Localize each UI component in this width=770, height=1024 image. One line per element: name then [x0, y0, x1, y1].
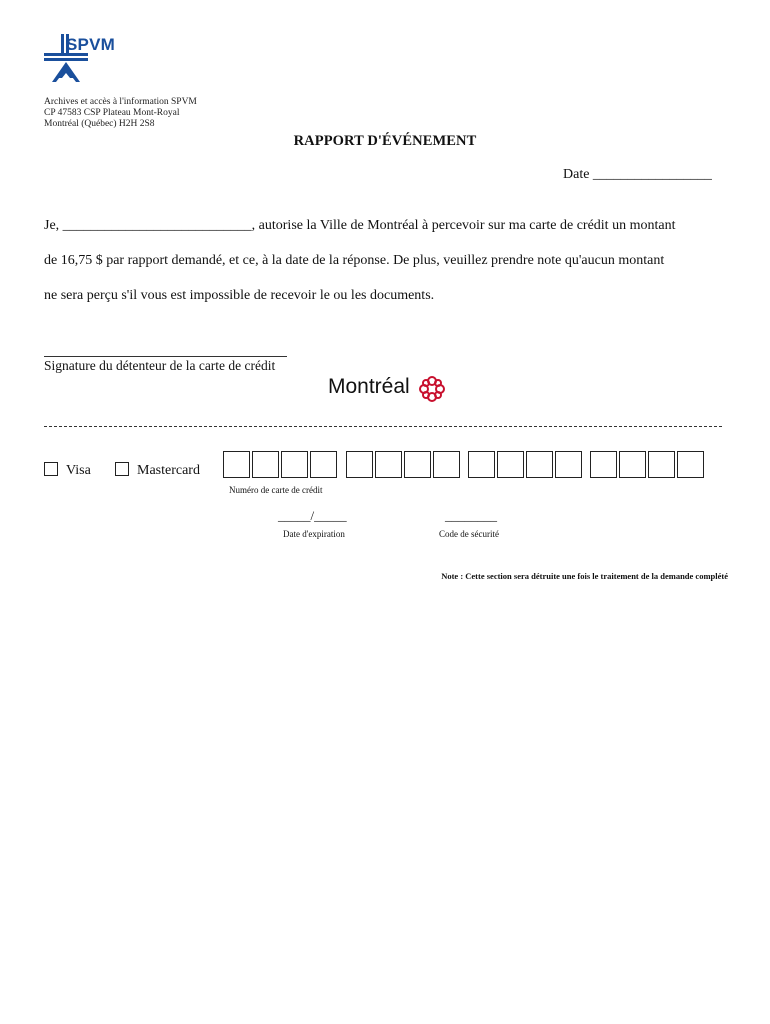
mastercard-checkbox[interactable] [115, 462, 129, 476]
spvm-logo [44, 34, 134, 84]
paragraph-line: de 16,75 $ par rapport demandé, et ce, à la date de la réponse. De plus, veuillez prendre note qu'aucun montant [44, 253, 665, 268]
card-number-label: Numéro de carte de crédit [229, 485, 323, 495]
card-digit-box[interactable] [281, 451, 308, 478]
address-line: CP 47583 CSP Plateau Mont-Royal [44, 108, 180, 118]
card-digit-box[interactable] [648, 451, 675, 478]
spvm-logo-text: SPVM [66, 35, 115, 54]
card-digit-box[interactable] [555, 451, 582, 478]
date-field: Date _________________ [563, 167, 712, 182]
paragraph-line: Je, ___________________________, autorise la Ville de Montréal à percevoir sur ma carte de crédit un montant [44, 218, 676, 233]
card-digit-box[interactable] [677, 451, 704, 478]
document-title: RAPPORT D'ÉVÉNEMENT [293, 133, 477, 149]
montreal-logo [328, 375, 410, 405]
card-digit-box[interactable] [468, 451, 495, 478]
expiration-label: Date d'expiration [283, 529, 345, 539]
authorization-paragraph [44, 218, 734, 323]
card-digit-box[interactable] [375, 451, 402, 478]
signature-line[interactable] [44, 356, 287, 357]
expiration-field[interactable]: _____/_____ [278, 508, 347, 523]
montreal-logo-text: Montréal [328, 375, 410, 398]
visa-label: Visa [66, 463, 91, 478]
card-digit-box[interactable] [404, 451, 431, 478]
paragraph-line: ne sera perçu s'il vous est impossible de recevoir le ou les documents. [44, 288, 435, 303]
address-block [44, 97, 197, 130]
address-line: Montréal (Québec) H2H 2S8 [44, 119, 155, 129]
visa-checkbox[interactable] [44, 462, 58, 476]
cut-line-divider [44, 426, 722, 427]
card-number-boxes [223, 451, 708, 479]
card-digit-box[interactable] [223, 451, 250, 478]
security-code-label: Code de sécurité [439, 529, 499, 539]
card-digit-box[interactable] [590, 451, 617, 478]
card-digit-box[interactable] [497, 451, 524, 478]
card-digit-box[interactable] [252, 451, 279, 478]
address-line: Archives et accès à l'information SPVM [44, 97, 197, 107]
security-code-field[interactable]: ________ [445, 508, 497, 523]
signature-label: Signature du détenteur de la carte de crédit [44, 358, 276, 373]
card-digit-box[interactable] [526, 451, 553, 478]
montreal-rosette-icon [418, 375, 446, 403]
mastercard-label: Mastercard [137, 463, 200, 478]
destruction-note: Note : Cette section sera détruite une fois le traitement de la demande complété [441, 571, 728, 581]
card-digit-box[interactable] [346, 451, 373, 478]
card-digit-box[interactable] [619, 451, 646, 478]
card-digit-box[interactable] [310, 451, 337, 478]
card-digit-box[interactable] [433, 451, 460, 478]
